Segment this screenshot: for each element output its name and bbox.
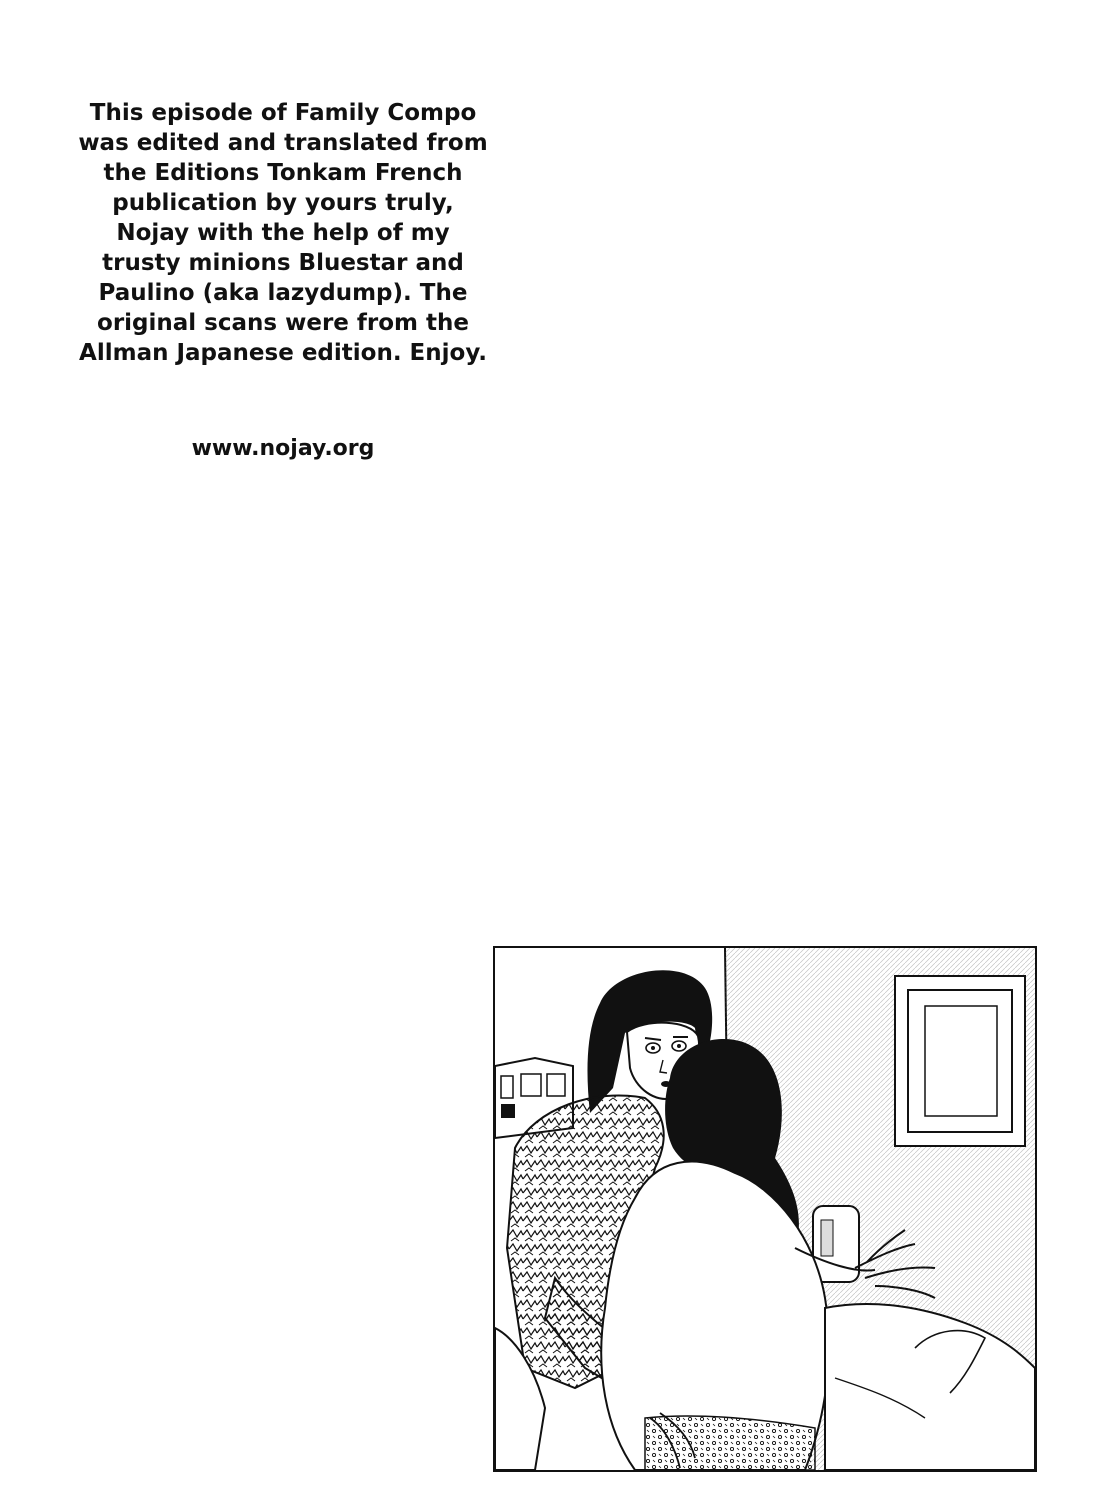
- credits-text: [60, 98, 506, 368]
- manga-illustration: [495, 948, 1035, 1470]
- manga-panel: [493, 946, 1037, 1472]
- picture-frame: [895, 976, 1025, 1146]
- credits-line: This episode of Family Compo: [89, 100, 477, 126]
- credits-line: the Editions Tonkam French: [103, 160, 463, 186]
- credits-line: Paulino (aka lazydump). The: [98, 280, 468, 306]
- credits-line: trusty minions Bluestar and: [102, 250, 464, 276]
- bedside-device: [813, 1206, 859, 1282]
- credits-line: Allman Japanese edition. Enjoy.: [79, 340, 487, 366]
- credits-line: publication by yours truly,: [112, 190, 454, 216]
- website-url: www.nojay.org: [191, 436, 375, 461]
- credits-line: original scans were from the: [97, 310, 469, 336]
- credits-line: Nojay with the help of my: [116, 220, 450, 246]
- credits-line: was edited and translated from: [78, 130, 488, 156]
